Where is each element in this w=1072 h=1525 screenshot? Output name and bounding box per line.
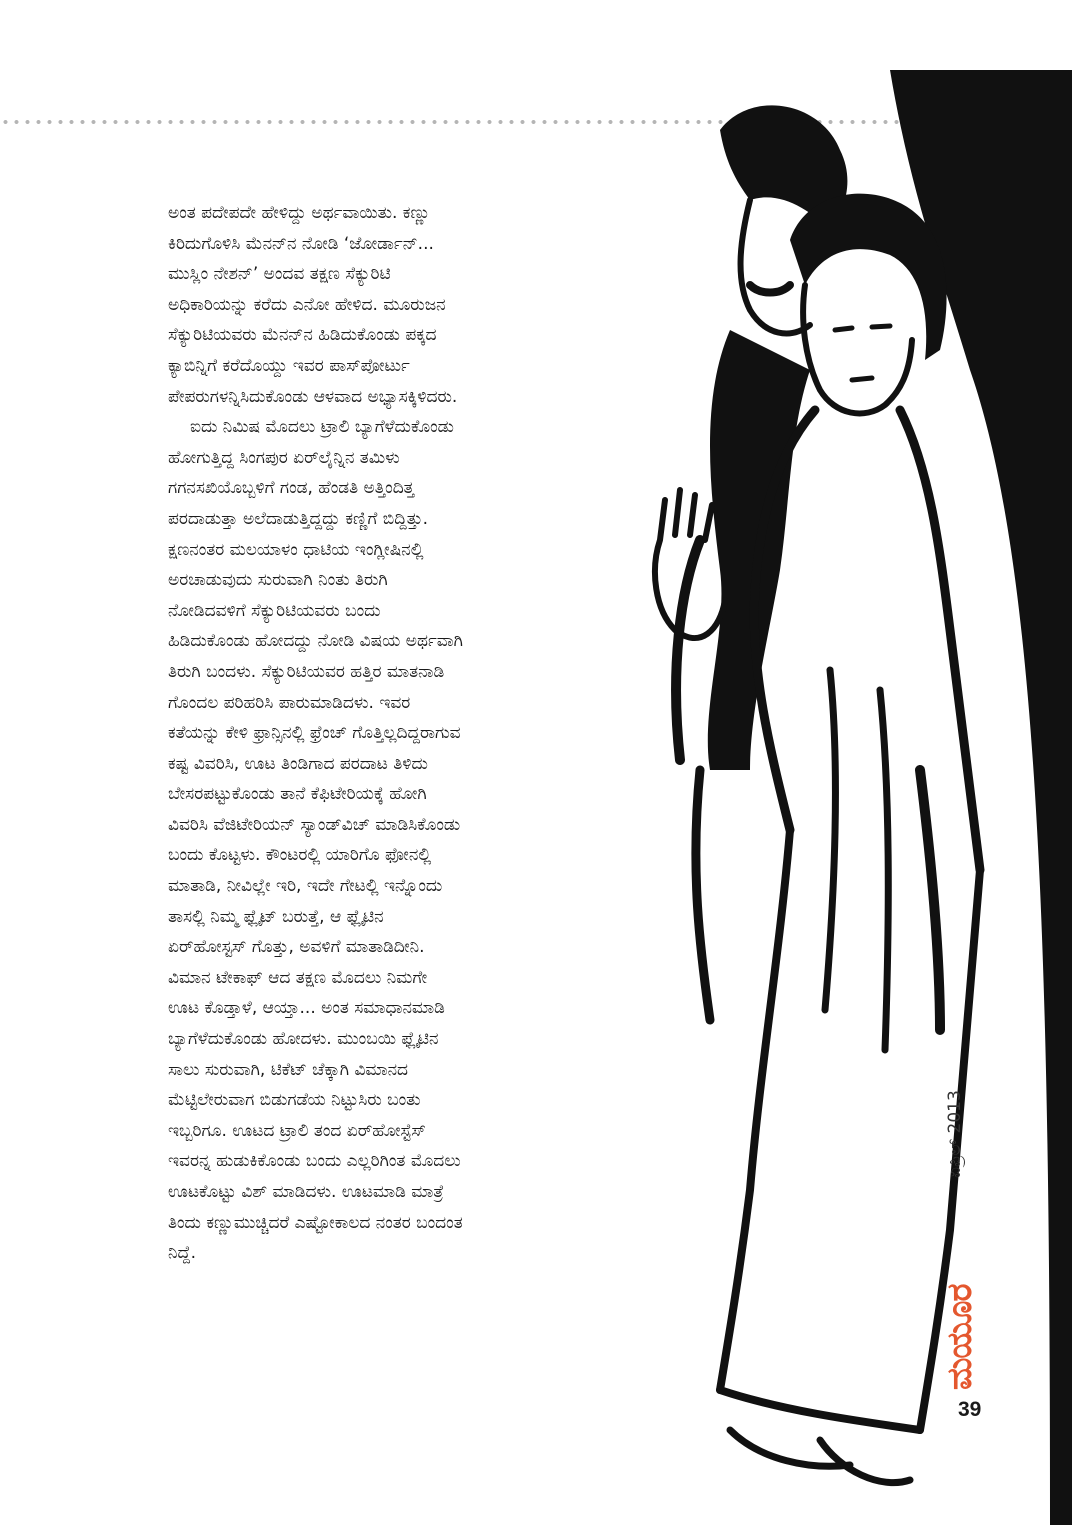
article-line: ಬ್ಯಾಗೆಳೆದುಕೊಂಡು ಹೋದಳು. ಮುಂಬಯಿ ಫ್ಲೈಟಿನ bbox=[168, 1029, 439, 1050]
article-line: ಊಟಕೊಟ್ಟು ವಿಶ್ ಮಾಡಿದಳು. ಊಟಮಾಡಿ ಮಾತ್ರೆ bbox=[168, 1182, 444, 1202]
drapery-stroke-2 bbox=[880, 690, 888, 1050]
article-line: ಕಿರಿದುಗೊಳಿಸಿ ಮೆನನ್‌ನ ನೋಡಿ ‘ಜೋರ್ಡಾನ್... bbox=[168, 233, 434, 254]
article-line: ಬೇಸರಪಟ್ಟುಕೊಂಡು ತಾನೆ ಕೆಫಿಟೇರಿಯಕ್ಕೆ ಹೋಗಿ bbox=[168, 784, 427, 805]
article-line: ಪರದಾಡುತ್ತಾ ಅಲೆದಾಡುತ್ತಿದ್ದದ್ದು ಕಣ್ಣಿಗೆ ಬಿದ್ದಿತ್ತು. bbox=[168, 508, 428, 529]
article-line: ಅರಚಾಡುವುದು ಸುರುವಾಗಿ ನಿಂತು ತಿರುಗಿ bbox=[168, 570, 388, 591]
article-line: ಇಬ್ಬರಿಗೂ. ಊಟದ ಟ್ರಾಲಿ ತಂದ ಏರ್‌ಹೋಸ್ಟೆಸ್ bbox=[168, 1120, 426, 1141]
issue-date: ಏಪ್ರಿಲ್ 2013 bbox=[945, 1090, 965, 1178]
article-line: ನೋಡಿದವಳಿಗೆ ಸೆಕ್ಯುರಿಟಿಯವರು ಬಂದು bbox=[168, 600, 381, 621]
article-line: ಬಂದು ಕೊಟ್ಟಳು. ಕೌಂಟರಲ್ಲಿ ಯಾರಿಗೊ ಫೋನಲ್ಲಿ bbox=[168, 845, 432, 866]
article-line: ತಾಸಲ್ಲಿ ನಿಮ್ಮ ಫ್ಲೈಟ್ ಬರುತ್ತೆ, ಆ ಫ್ಲೈಟಿನ bbox=[168, 906, 384, 927]
article-line: ನಿದ್ದೆ. bbox=[168, 1243, 197, 1264]
woman-face-outline bbox=[803, 285, 912, 413]
drapery-stroke-1 bbox=[825, 670, 835, 1010]
article-line: ಅಂತ ಪದೇಪದೇ ಹೇಳಿದ್ದು ಅರ್ಥವಾಯಿತು. ಕಣ್ಣು bbox=[168, 203, 431, 223]
article-line: ಕ್ಯಾಬಿನ್ನಿಗೆ ಕರೆದೊಯ್ದು ಇವರ ಪಾಸ್‌ಪೋರ್ಟು bbox=[168, 355, 410, 376]
woman-hem bbox=[720, 1390, 920, 1430]
drapery-stroke-3 bbox=[920, 770, 940, 1030]
article-line: ಅಧಿಕಾರಿಯನ್ನು ಕರೆದು ಎನೋ ಹೇಳಿದ. ಮೂರುಜನ bbox=[168, 294, 446, 315]
article-line: ಮುಸ್ಲಿಂ ನೇಶನ್’ ಅಂದವ ತಕ್ಷಣ ಸೆಕ್ಯುರಿಟಿ bbox=[168, 264, 391, 285]
article-line: ಸಾಲು ಸುರುವಾಗಿ, ಟಿಕೆಟ್ ಚೆಕ್ಕಾಗಿ ವಿಮಾನದ bbox=[168, 1059, 409, 1080]
article-line: ವಿವರಿಸಿ ವೆಜಿಟೇರಿಯನ್ ಸ್ಯಾಂಡ್‌ವಿಚ್ ಮಾಡಿಸಿಕೊಂಡು bbox=[168, 814, 461, 835]
article-line: ಹೋಗುತ್ತಿದ್ದ ಸಿಂಗಪುರ ಏರ್‌ಲೈನ್ನಿನ ತಮಿಳು bbox=[168, 447, 400, 468]
ink-background-panel bbox=[890, 70, 1072, 1525]
magazine-masthead: ಮಯೂರ bbox=[940, 1284, 980, 1390]
article-line: ಗಗನಸಖಿಯೊಬ್ಬಳಿಗೆ ಗಂಡ, ಹೆಂಡತಿ ಅತ್ತಿಂದಿತ್ತ bbox=[168, 478, 415, 499]
article-body bbox=[168, 198, 638, 1269]
article-line: ಏರ್‌ಹೋಸ್ಟಸ್ ಗೊತ್ತು, ಅವಳಿಗೆ ಮಾತಾಡಿದೀನಿ. bbox=[168, 937, 425, 958]
page-number: 39 bbox=[958, 1398, 982, 1421]
woman-eye-right bbox=[872, 326, 890, 327]
feet bbox=[730, 1430, 910, 1483]
article-line: ಊಟ ಕೊಡ್ತಾಳೆ, ಆಯ್ತಾ... ಅಂತ ಸಮಾಧಾನಮಾಡಿ bbox=[168, 998, 445, 1019]
woman-mouth bbox=[852, 378, 872, 380]
woman-dress-left bbox=[720, 830, 790, 1390]
article-line: ವಿಮಾನ ಟೇಕಾಫ್ ಆದ ತಕ್ಷಣ ಮೊದಲು ನಿಮಗೇ bbox=[168, 967, 428, 988]
couple-ink-drawing-icon bbox=[640, 70, 1072, 1525]
man-arm bbox=[676, 540, 700, 760]
woman-eye-left bbox=[835, 328, 852, 330]
drapery-stroke-4 bbox=[696, 770, 710, 1020]
woman-hair bbox=[790, 194, 947, 360]
article-line: ಕತೆಯನ್ನು ಕೇಳಿ ಫ್ರಾನ್ಸಿನಲ್ಲಿ ಫ್ರೆಂಚ್ ಗೊತ್ತಿಲ್ಲದಿದ್ದರಾಗುವ bbox=[168, 723, 461, 744]
article-line: ಪೇಪರುಗಳನ್ನಿಸಿದುಕೊಂಡು ಆಳವಾದ ಅಭ್ಯಾಸಕ್ಕಿಳಿದರು. bbox=[168, 386, 458, 407]
article-line: ಐದು ನಿಮಿಷ ಮೊದಲು ಟ್ರಾಲಿ ಬ್ಯಾಗೆಳೆದುಕೊಂಡು bbox=[190, 417, 454, 438]
article-line: ಕ್ಷಣನಂತರ ಮಲಯಾಳಂ ಧಾಟಿಯ ಇಂಗ್ಲೀಷಿನಲ್ಲಿ bbox=[168, 539, 424, 560]
article-line: ಮೆಟ್ಟಿಲೇರುವಾಗ ಬಿಡುಗಡೆಯ ನಿಟ್ಟುಸಿರು ಬಂತು bbox=[168, 1090, 421, 1111]
man-mustache bbox=[750, 285, 790, 293]
article-line: ಸೆಕ್ಯುರಿಟಿಯವರು ಮೆನನ್‌ನ ಹಿಡಿದುಕೊಂಡು ಪಕ್ಕದ bbox=[168, 325, 437, 346]
article-line: ಗೊಂದಲ ಪರಿಹರಿಸಿ ಪಾರುಮಾಡಿದಳು. ಇವರ bbox=[168, 692, 411, 713]
article-line: ಮಾತಾಡಿ, ನೀವಿಲ್ಲೇ ಇರಿ, ಇದೇ ಗೇಟಲ್ಲಿ ಇನ್ನೊಂದು bbox=[168, 876, 443, 897]
article-line: ತಿರುಗಿ ಬಂದಳು. ಸೆಕ್ಯುರಿಟಿಯವರ ಹತ್ತಿರ ಮಾತನಾಡಿ bbox=[168, 661, 445, 682]
article-line: ಹಿಡಿದುಕೊಂಡು ಹೋದದ್ದು ನೋಡಿ ವಿಷಯ ಅರ್ಥವಾಗಿ bbox=[168, 631, 463, 652]
article-line: ತಿಂದು ಕಣ್ಣುಮುಚ್ಚಿದರೆ ಎಷ್ಟೋಕಾಲದ ನಂತರ ಬಂದಂತ bbox=[168, 1212, 463, 1233]
article-line: ಕಷ್ಟ ವಿವರಿಸಿ, ಊಟ ತಿಂಡಿಗಾದ ಪರದಾಟ ತಿಳಿದು bbox=[168, 753, 428, 774]
article-line: ಇವರನ್ನ ಹುಡುಕಿಕೊಂಡು ಬಂದು ಎಲ್ಲರಿಗಿಂತ ಮೊದಲು bbox=[168, 1151, 461, 1172]
woman-shawl-right bbox=[900, 410, 980, 870]
